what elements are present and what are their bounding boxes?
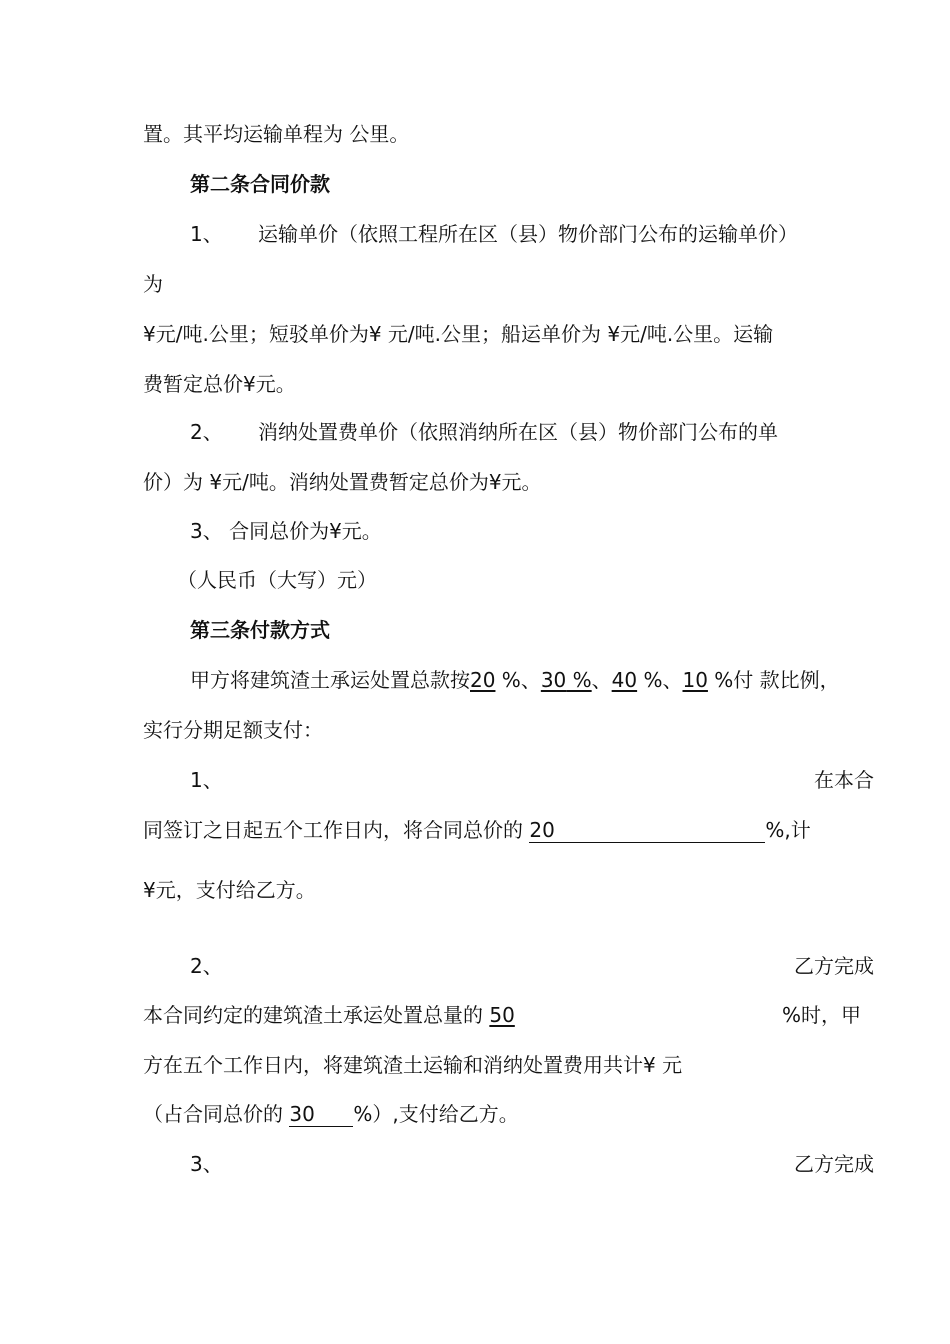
paragraph-line: 消纳处置费单价（依照消纳所在区（县）物价部门公布的单 — [258, 420, 778, 444]
text-run: 甲方将建筑渣土承运处置总款按 — [190, 668, 470, 692]
paragraph-line: 置。其平均运输单程为 公里。 — [143, 122, 410, 146]
item-number: 1、 — [190, 768, 223, 792]
percent-blank: 50 — [489, 1003, 515, 1027]
item-number: 2、 — [190, 420, 223, 444]
text-run: 同签订之日起五个工作日内，将合同总价的 — [143, 818, 530, 842]
paragraph-line — [190, 670, 840, 690]
paragraph-line — [143, 820, 811, 843]
paragraph-line: 3、 合同总价为¥元。 — [190, 519, 382, 543]
paragraph-line: 费暂定总价¥元。 — [143, 372, 296, 396]
paragraph-line: 为 — [143, 272, 163, 296]
paragraph-line — [143, 1005, 515, 1025]
text-run: %、 — [637, 668, 683, 692]
text-run: % — [566, 668, 592, 692]
item-number: 3、 — [190, 1152, 223, 1176]
paragraph-line: （人民币（大写）元） — [177, 568, 377, 592]
paragraph-line: 方在五个工作日内，将建筑渣土运输和消纳处置费用共计¥ 元 — [143, 1053, 683, 1077]
percent-blank: 10 — [682, 668, 708, 692]
paragraph-line-right: 乙方完成 — [794, 954, 874, 978]
percent-blank: 20 — [529, 820, 765, 843]
paragraph-line: 运输单价（依照工程所在区（县）物价部门公布的运输单价） — [258, 222, 798, 246]
percent-blank: 40 — [611, 668, 638, 692]
text-run: 、 — [591, 668, 612, 692]
item-number: 2、 — [190, 954, 223, 978]
section-heading-payment: 第三条付款方式 — [190, 618, 330, 642]
text-run: %、 — [495, 668, 541, 692]
text-run: 本合同约定的建筑渣土承运处置总量的 — [143, 1003, 490, 1027]
paragraph-line: ¥元，支付给乙方。 — [143, 878, 316, 902]
paragraph-line-right: 在本合 — [814, 768, 874, 792]
paragraph-line: ¥元/吨.公里；短驳单价为¥ 元/吨.公里；船运单价为 ¥元/吨.公里。运输 — [143, 322, 774, 346]
text-run: %）,支付给乙方。 — [353, 1102, 519, 1126]
paragraph-line: 价）为 ¥元/吨。消纳处置费暂定总价为¥元。 — [143, 470, 542, 494]
percent-blank: 30 — [289, 1104, 353, 1127]
text-run: （占合同总价的 — [143, 1102, 290, 1126]
text-run: %,计 — [765, 818, 811, 842]
paragraph-line-right: 乙方完成 — [794, 1152, 874, 1176]
section-heading-price: 第二条合同价款 — [190, 172, 330, 196]
text-run: %付 款比例， — [707, 668, 840, 692]
item-number: 1、 — [190, 222, 223, 246]
paragraph-line: 实行分期足额支付： — [143, 718, 323, 742]
text-run: %时，甲 — [782, 1003, 862, 1027]
percent-blank: 20 — [470, 668, 496, 692]
paragraph-line — [143, 1104, 519, 1127]
percent-blank: 30 — [540, 668, 567, 692]
